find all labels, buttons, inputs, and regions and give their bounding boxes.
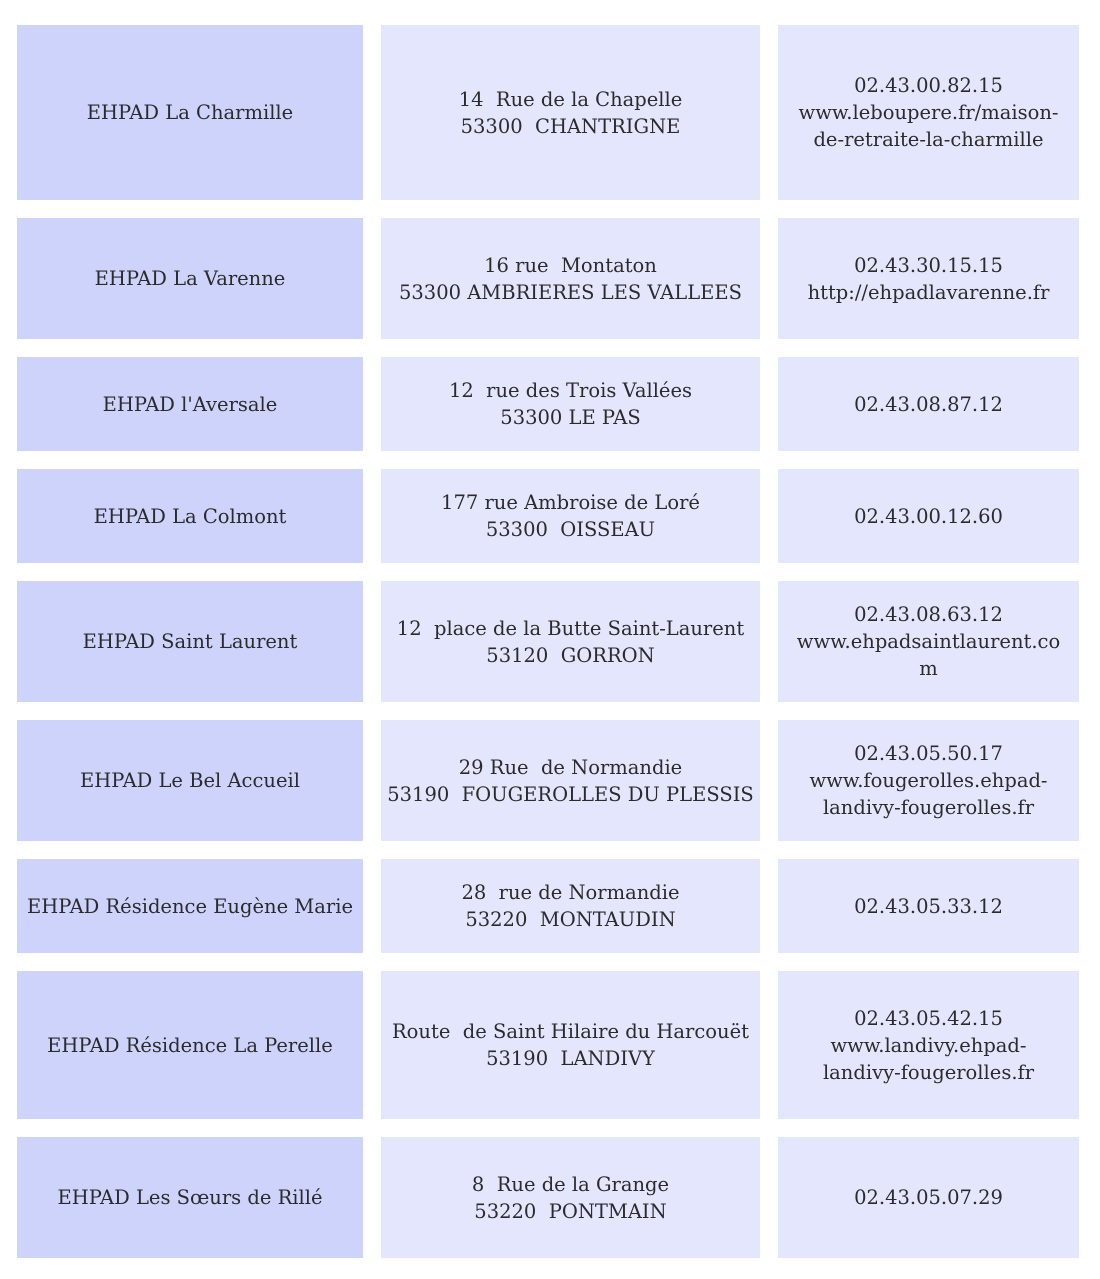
- website-link[interactable]: www.landivy.ehpad-: [830, 1033, 1027, 1057]
- address-street: 8 Rue de la Grange: [471, 1172, 670, 1196]
- address-city: 53190 FOUGEROLLES DU PLESSIS: [387, 782, 754, 806]
- address-street: 16 rue Montaton: [484, 253, 657, 277]
- phone-number: 02.43.00.12.60: [854, 504, 1003, 528]
- facility-name: EHPAD La Charmille: [17, 25, 363, 200]
- phone-number: 02.43.08.63.12: [854, 603, 1003, 626]
- address-city: 53220 PONTMAIN: [474, 1199, 667, 1223]
- address-city: 53300 OISSEAU: [485, 518, 656, 541]
- facility-contact: [778, 469, 1079, 563]
- address-city: 53300 LE PAS: [500, 406, 641, 429]
- table-row: [17, 1137, 1079, 1258]
- website-link[interactable]: www.ehpadsaintlaurent.co: [796, 630, 1061, 653]
- address-city: 53190 LANDIVY: [486, 1047, 655, 1070]
- website-link-continued[interactable]: m: [919, 657, 938, 680]
- address-street: 177 rue Ambroise de Loré: [441, 491, 700, 514]
- website-link[interactable]: www.fougerolles.ehpad-: [809, 769, 1048, 792]
- facility-name: EHPAD Les Sœurs de Rillé: [17, 1137, 363, 1258]
- facility-contact: [778, 859, 1079, 953]
- facility-contact: [778, 581, 1079, 702]
- table-row: [17, 469, 1079, 563]
- address-street: 14 Rue de la Chapelle: [458, 87, 683, 111]
- facility-address: [381, 859, 760, 953]
- facility-address: [381, 357, 760, 451]
- website-link-continued[interactable]: landivy-fougerolles.fr: [822, 1060, 1035, 1084]
- facility-address: [381, 1137, 760, 1258]
- facility-contact: [778, 25, 1079, 200]
- table-row: [17, 218, 1079, 339]
- address-city: 53300 AMBRIERES LES VALLEES: [398, 280, 742, 304]
- facility-name: EHPAD Résidence La Perelle: [17, 971, 363, 1119]
- table-row: [17, 25, 1079, 200]
- facility-contact: [778, 218, 1079, 339]
- table-row: [17, 581, 1079, 702]
- phone-number: 02.43.05.42.15: [854, 1006, 1003, 1030]
- address-street: 12 place de la Butte Saint-Laurent: [396, 616, 745, 640]
- address-street: 28 rue de Normandie: [461, 881, 680, 904]
- facility-address: [381, 581, 760, 702]
- address-street: Route de Saint Hilaire du Harcouët: [392, 1020, 749, 1043]
- table-row: [17, 971, 1079, 1119]
- facility-name: EHPAD La Colmont: [17, 469, 363, 563]
- facility-name: EHPAD La Varenne: [17, 218, 363, 339]
- website-link[interactable]: www.leboupere.fr/maison-: [798, 101, 1059, 124]
- phone-number: 02.43.00.82.15: [854, 74, 1003, 97]
- facility-name: EHPAD Résidence Eugène Marie: [17, 859, 363, 953]
- phone-number: 02.43.08.87.12: [854, 392, 1003, 416]
- facility-address: [381, 218, 760, 339]
- address-city: 53120 GORRON: [486, 643, 655, 667]
- facility-contact: [778, 1137, 1079, 1258]
- table-row: [17, 859, 1079, 953]
- table-row: [17, 720, 1079, 841]
- facility-contact: [778, 357, 1079, 451]
- facility-contact: [778, 720, 1079, 841]
- facility-name: EHPAD l'Aversale: [17, 357, 363, 451]
- address-city: 53300 CHANTRIGNE: [460, 114, 681, 138]
- website-link[interactable]: http://ehpadlavarenne.fr: [807, 280, 1050, 304]
- facility-name: EHPAD Saint Laurent: [17, 581, 363, 702]
- facility-address: [381, 720, 760, 841]
- website-link-continued[interactable]: de-retraite-la-charmille: [813, 128, 1044, 151]
- phone-number: 02.43.05.50.17: [854, 742, 1003, 765]
- address-street: 12 rue des Trois Vallées: [448, 379, 693, 402]
- phone-number: 02.43.05.33.12: [854, 894, 1003, 918]
- facility-contact: [778, 971, 1079, 1119]
- ehpad-directory-table: [17, 25, 1079, 1276]
- facility-name: EHPAD Le Bel Accueil: [17, 720, 363, 841]
- facility-address: [381, 469, 760, 563]
- facility-address: [381, 971, 760, 1119]
- website-link-continued[interactable]: landivy-fougerolles.fr: [822, 796, 1035, 819]
- phone-number: 02.43.30.15.15: [854, 253, 1003, 277]
- address-city: 53220 MONTAUDIN: [465, 908, 676, 931]
- phone-number: 02.43.05.07.29: [854, 1186, 1003, 1209]
- table-row: [17, 357, 1079, 451]
- facility-address: [381, 25, 760, 200]
- address-street: 29 Rue de Normandie: [458, 755, 683, 779]
